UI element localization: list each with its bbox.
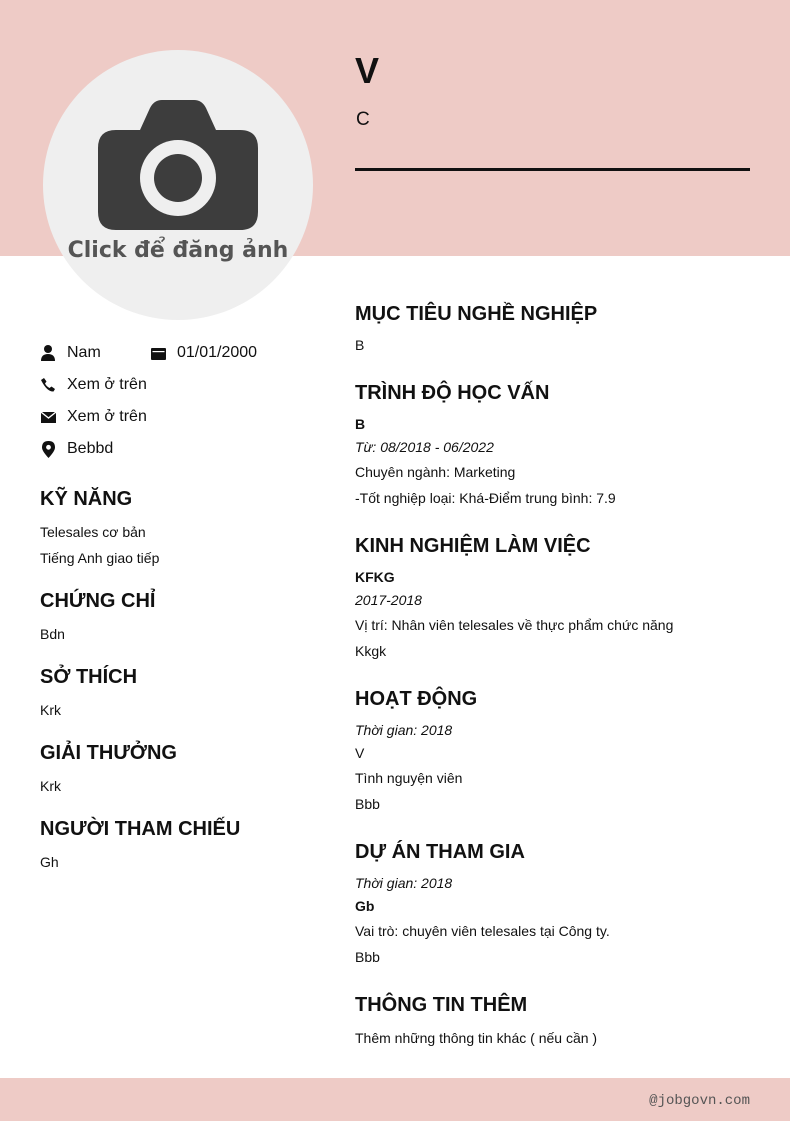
projects-title: DỰ ÁN THAM GIA [355, 841, 525, 863]
birthday-row[interactable] [150, 344, 257, 362]
projects-role[interactable]: Vai trò: chuyên viên telesales tại Công ty. [355, 923, 610, 939]
phone-row[interactable] [40, 376, 147, 394]
extra-info-title: THÔNG TIN THÊM [355, 994, 528, 1016]
activities-time[interactable]: Thời gian: 2018 [355, 722, 453, 738]
activities-role[interactable]: Tình nguyện viên [355, 770, 463, 786]
education-major[interactable]: Chuyên ngành: Marketing [355, 464, 516, 480]
calendar-icon [150, 345, 166, 361]
footer-brand: @jobgovn.com [649, 1093, 750, 1109]
education-grade[interactable]: -Tốt nghiệp loại: Khá-Điểm trung bình: 7.9 [355, 490, 616, 506]
experience-desc[interactable]: Kkgk [355, 643, 387, 659]
address-value: Bebbd [67, 440, 114, 457]
experience-company[interactable]: KFKG [355, 569, 395, 585]
location-pin-icon [40, 441, 56, 457]
birthday-value: 01/01/2000 [177, 344, 258, 361]
experience-period[interactable]: 2017-2018 [355, 592, 422, 608]
camera-icon [98, 90, 258, 230]
skill-item[interactable]: Telesales cơ bản [40, 524, 146, 540]
references-text[interactable]: Gh [40, 854, 59, 870]
header-divider [355, 168, 750, 171]
candidate-position[interactable]: C [356, 109, 370, 130]
skill-item[interactable]: Tiếng Anh giao tiếp [40, 550, 160, 566]
hobbies-title: SỞ THÍCH [40, 666, 138, 688]
envelope-icon [40, 409, 56, 425]
activities-desc[interactable]: Bbb [355, 796, 380, 812]
candidate-name[interactable]: V [355, 50, 380, 91]
objective-title: MỤC TIÊU NGHỀ NGHIỆP [355, 303, 598, 325]
email-row[interactable] [40, 408, 147, 426]
gender-row[interactable] [40, 344, 101, 362]
references-title: NGƯỜI THAM CHIẾU [40, 818, 241, 840]
objective-text[interactable]: B [355, 337, 365, 353]
email-value: Xem ở trên [67, 408, 147, 425]
address-row[interactable] [40, 440, 113, 458]
profile-photo-upload[interactable] [43, 50, 313, 320]
photo-upload-label: Click để đăng ảnh [67, 238, 289, 263]
hobbies-text[interactable]: Krk [40, 702, 61, 718]
awards-title: GIẢI THƯỞNG [40, 742, 177, 764]
projects-name[interactable]: Gb [355, 898, 375, 914]
awards-text[interactable]: Krk [40, 778, 61, 794]
gender-value: Nam [67, 344, 101, 361]
activities-org[interactable]: V [355, 745, 365, 761]
projects-time[interactable]: Thời gian: 2018 [355, 875, 453, 891]
education-school[interactable]: B [355, 416, 366, 432]
experience-title: KINH NGHIỆM LÀM VIỆC [355, 535, 591, 557]
phone-icon [40, 377, 56, 393]
skills-title: KỸ NĂNG [40, 488, 133, 510]
phone-value: Xem ở trên [67, 376, 147, 393]
person-icon [40, 345, 56, 361]
experience-role[interactable]: Vị trí: Nhân viên telesales về thực phẩm chức năng [355, 617, 674, 633]
education-title: TRÌNH ĐỘ HỌC VẤN [355, 382, 550, 404]
certificates-text[interactable]: Bdn [40, 626, 65, 642]
projects-desc[interactable]: Bbb [355, 949, 380, 965]
education-period[interactable]: Từ: 08/2018 - 06/2022 [355, 439, 494, 455]
certificates-title: CHỨNG CHỈ [40, 590, 156, 612]
extra-info-text[interactable]: Thêm những thông tin khác ( nếu cần ) [355, 1030, 598, 1046]
activities-title: HOẠT ĐỘNG [355, 688, 478, 710]
